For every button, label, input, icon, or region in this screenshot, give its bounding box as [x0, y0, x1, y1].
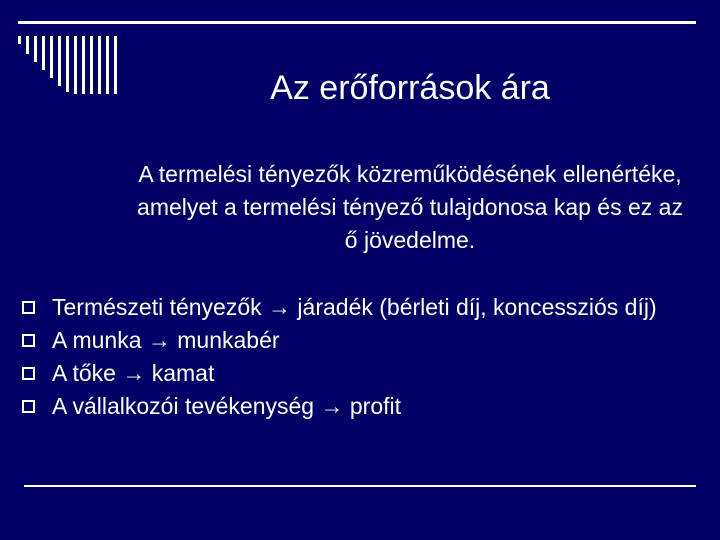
bullet-text: Természeti tényezők → járadék (bérleti díj, koncessziós díj)	[52, 294, 657, 320]
list-item	[20, 357, 700, 390]
decorative-bar	[26, 36, 29, 54]
hollow-square-bullet-icon	[22, 367, 35, 380]
list-item	[20, 324, 700, 357]
decorative-bar	[50, 36, 53, 78]
decorative-bar	[98, 36, 101, 94]
definition-text: A termelési tényezők közreműködésének ellenértéke, amelyet a termelési tényező tulajdonosa kap és ez az ő jövedelme.	[137, 161, 683, 253]
list-item	[20, 291, 700, 324]
hollow-square-bullet-icon	[22, 301, 35, 314]
decorative-bar	[74, 36, 77, 94]
decorative-bars	[18, 36, 128, 96]
slide-title: Az erőforrások ára	[270, 69, 550, 107]
hollow-square-bullet-icon	[22, 400, 35, 413]
decorative-bar	[106, 36, 109, 94]
decorative-bar	[58, 36, 61, 86]
decorative-bar	[66, 36, 69, 92]
decorative-bar	[114, 36, 117, 94]
list-item	[20, 390, 700, 423]
bullet-text: A vállalkozói tevékenység → profit	[52, 393, 402, 419]
decorative-bar	[18, 36, 21, 44]
decorative-bar	[82, 36, 85, 94]
decorative-bar	[42, 36, 45, 70]
bullet-text: A munka → munkabér	[52, 327, 280, 353]
top-rule	[18, 21, 696, 24]
bullet-list	[20, 291, 700, 423]
bullet-text: A tőke → kamat	[52, 360, 215, 386]
bottom-rule	[24, 485, 696, 487]
decorative-bar	[34, 36, 37, 62]
hollow-square-bullet-icon	[22, 334, 35, 347]
decorative-bar	[90, 36, 93, 94]
